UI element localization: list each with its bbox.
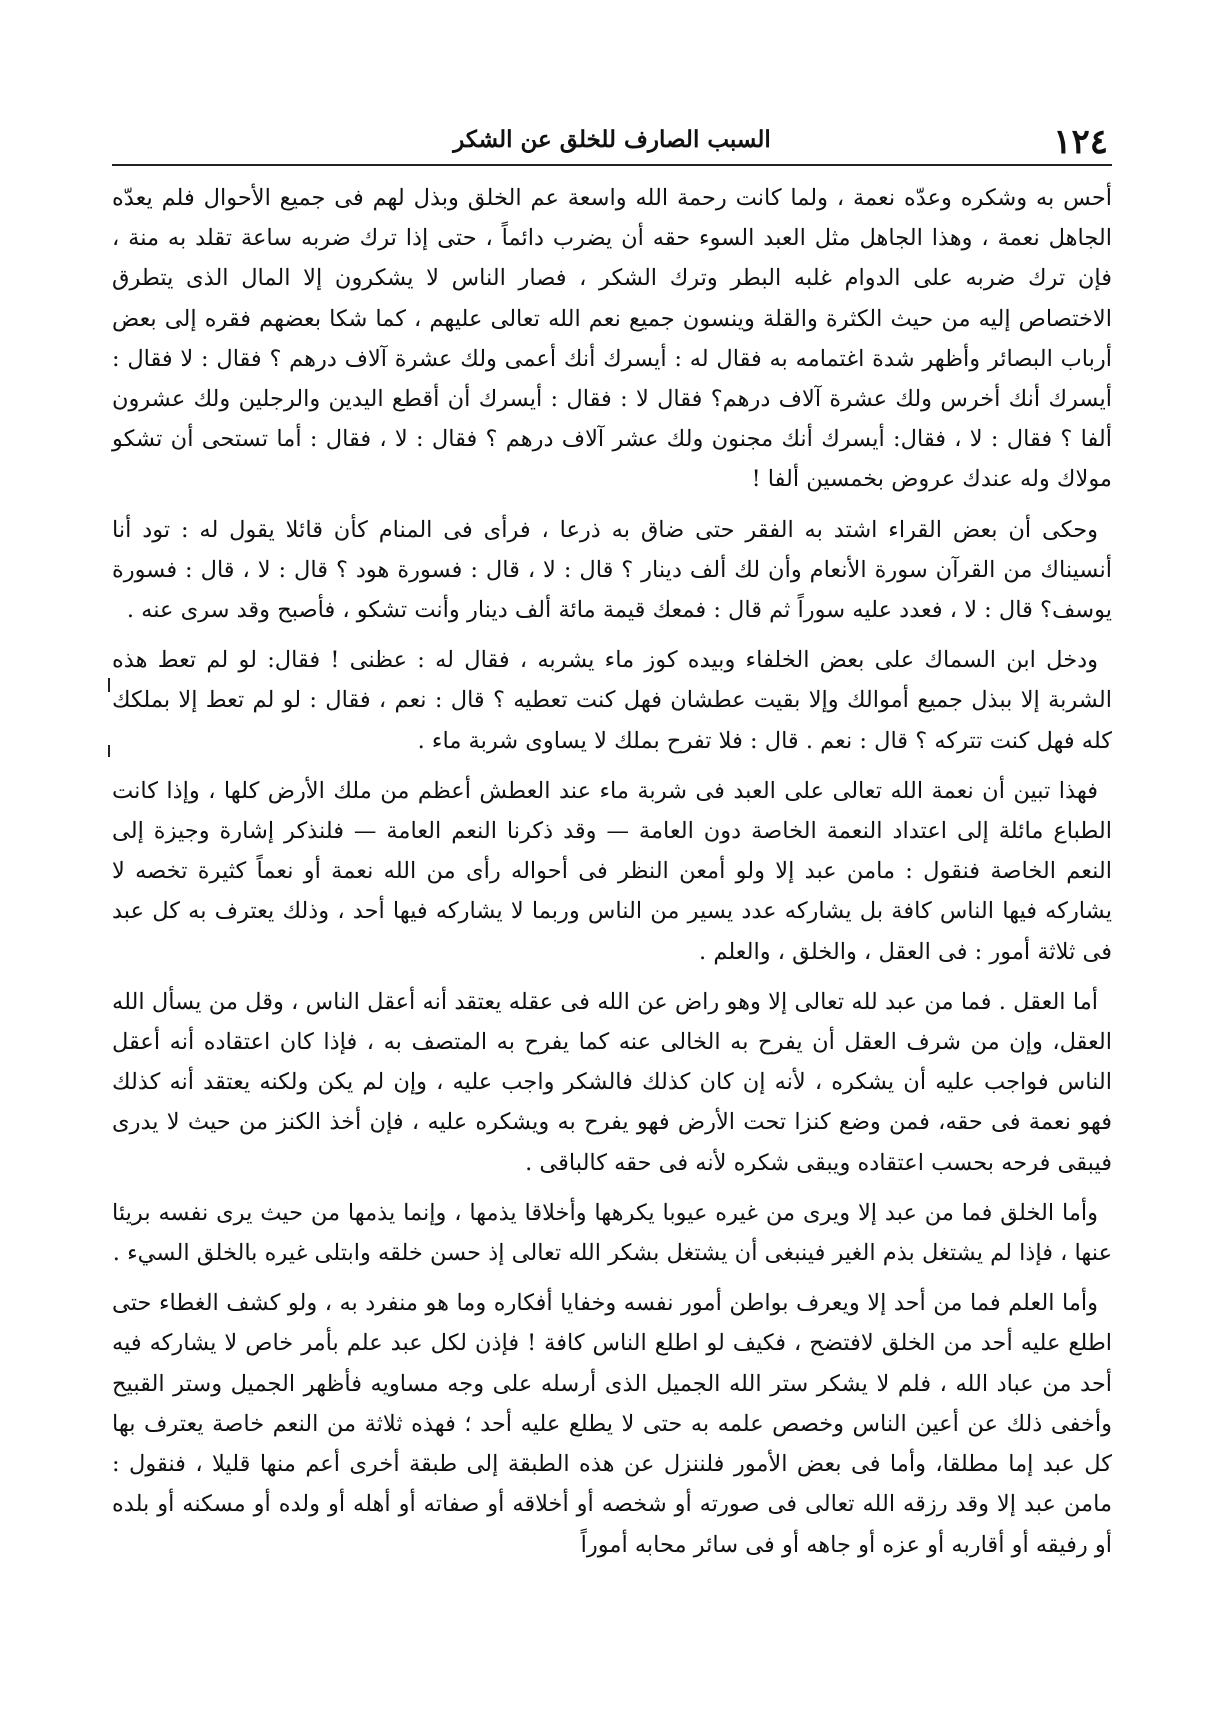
scan-mark [108, 678, 110, 692]
page-number: ١٢٤ [1053, 122, 1108, 162]
book-page [112, 120, 1112, 1571]
page-body [112, 178, 1112, 1565]
paragraph: وحكى أن بعض القراء اشتد به الفقر حتى ضاق به ذرعا ، فرأى فى المنام كأن قائلا يقول له : تود أنا أنسيناك من القرآن سورة الأنعام وأن لك ألف دينار ؟ قال : لا ، قال : فسورة هود ؟ قال : لا ، قال : فسورة يوسف؟ قال : لا ، فعدد عليه سوراً ثم قال : فمعك قيمة مائة ألف دينار وأنت تشكو ، فأصبح وقد سرى عنه . [112, 516, 1112, 624]
paragraph: وأما الخلق فما من عبد إلا ويرى من غيره عيوبا يكرهها وأخلاقا يذمها ، وإنما يذمها من حيث يرى نفسه بريئا عنها ، فإذا لم يشتغل بذم الغير فينبغى أن يشتغل بشكر الله تعالى إذ حسن خلقه وابتلى غيره بالخلق السيء . [112, 1199, 1112, 1267]
paragraph: أحس به وشكره وعدّه نعمة ، ولما كانت رحمة الله واسعة عم الخلق وبذل لهم فى جميع الأحوال فلم يعدّه الجاهل نعمة ، وهذا الجاهل مثل العبد السوء حقه أن يضرب دائماً ، حتى إذا ترك ضربه ساعة تقلد به منة ، فإن ترك ضربه على الدوام غلبه البطر وترك الشكر ، فصار الناس لا يشكرون إلا المال الذى يتطرق الاختصاص إليه من حيث الكثرة والقلة وينسون جميع نعم الله تعالى عليهم ، كما شكا بعضهم فقره إلى بعض أرباب البصائر وأظهر شدة اغتمامه به فقال له : أيسرك أنك أعمى ولك عشرة آلاف درهم ؟ فقال : لا فقال : أيسرك أنك أخرس ولك عشرة آلاف درهم؟ فقال لا : فقال : أيسرك أن أقطع اليدين والرجلين ولك عشرون ألفا ؟ فقال : لا ، فقال: أيسرك أنك مجنون ولك عشر آلاف درهم ؟ فقال : لا ، فقال : أما تستحى أن تشكو مولاك وله عندك عروض بخمسين ألفا ! [112, 185, 1112, 493]
paragraph: ودخل ابن السماك على بعض الخلفاء وبيده كوز ماء يشربه ، فقال له : عظنى ! فقال: لو لم تعط هذه الشربة إلا ببذل جميع أموالك وإلا بقيت عطشان فهل كنت تعطيه ؟ قال : نعم ، فقال : لو لم تعط إلا بملكك كله فهل كنت تتركه ؟ قال : نعم . قال : فلا تفرح بملك لا يساوى شربة ماء . [112, 647, 1112, 754]
paragraph: فهذا تبين أن نعمة الله تعالى على العبد فى شربة ماء عند العطش أعظم من ملك الأرض كلها ، وإذا كانت الطباع مائلة إلى اعتداد النعمة الخاصة دون العامة — وقد ذكرنا النعم العامة — فلنذكر إشارة وجيزة إلى النعم الخاصة فنقول : مامن عبد إلا ولو أمعن النظر فى أحواله رأى من الله نعمة أو نعماً كثيرة تخصه لا يشاركه فيها الناس كافة بل يشاركه عدد يسير من الناس وربما لا يشاركه فيها أحد ، وذلك يعترف به كل عبد فى ثلاثة أمور : فى العقل ، والخلق ، والعلم . [112, 777, 1112, 965]
paragraph: وأما العلم فما من أحد إلا ويعرف بواطن أمور نفسه وخفايا أفكاره وما هو منفرد به ، ولو كشف الغطاء حتى اطلع عليه أحد من الخلق لافتضح ، فكيف لو اطلع الناس كافة ! فإذن لكل عبد علم بأمر خاص لا يشاركه فيه أحد من عباد الله ، فلم لا يشكر ستر الله الجميل الذى أرسله على وجه مساويه فأظهر الجميل وستر القبيح وأخفى ذلك عن أعين الناس وخصص علمه به حتى لا يطلع عليه أحد ؛ فهذه ثلاثة من النعم خاصة يعترف بها كل عبد إما مطلقا، وأما فى بعض الأمور فلننزل عن هذه الطبقة إلى طبقة أخرى أعم منها قليلا ، فنقول : مامن عبد إلا وقد رزقه الله تعالى فى صورته أو شخصه أو أخلاقه أو صفاته أو أهله أو ولده أو مسكنه أو بلده أو رفيقه أو أقاربه أو عزه أو جاهه أو فى سائر محابه أموراً [112, 1290, 1112, 1558]
page-header [112, 120, 1112, 166]
paragraph: أما العقل . فما من عبد لله تعالى إلا وهو راض عن الله فى عقله يعتقد أنه أعقل الناس ، وقل من يسأل الله العقل، وإن من شرف العقل أن يفرح به الخالى عنه كما يفرح به المتصف به ، فإذا كان اعتقاده أنه أعقل الناس فواجب عليه أن يشكره ، لأنه إن كان كذلك فالشكر واجب عليه ، وإن لم يكن ولكنه يعتقد أنه كذلك فهو نعمة فى حقه، فمن وضع كنزا تحت الأرض فهو يفرح به ويشكره عليه ، فإن أخذ الكنز من حيث لا يدرى فيبقى فرحه بحسب اعتقاده ويبقى شكره لأنه فى حقه كالباقى . [112, 988, 1112, 1176]
running-title: السبب الصارف للخلق عن الشكر [453, 126, 771, 153]
scan-mark [108, 745, 110, 757]
